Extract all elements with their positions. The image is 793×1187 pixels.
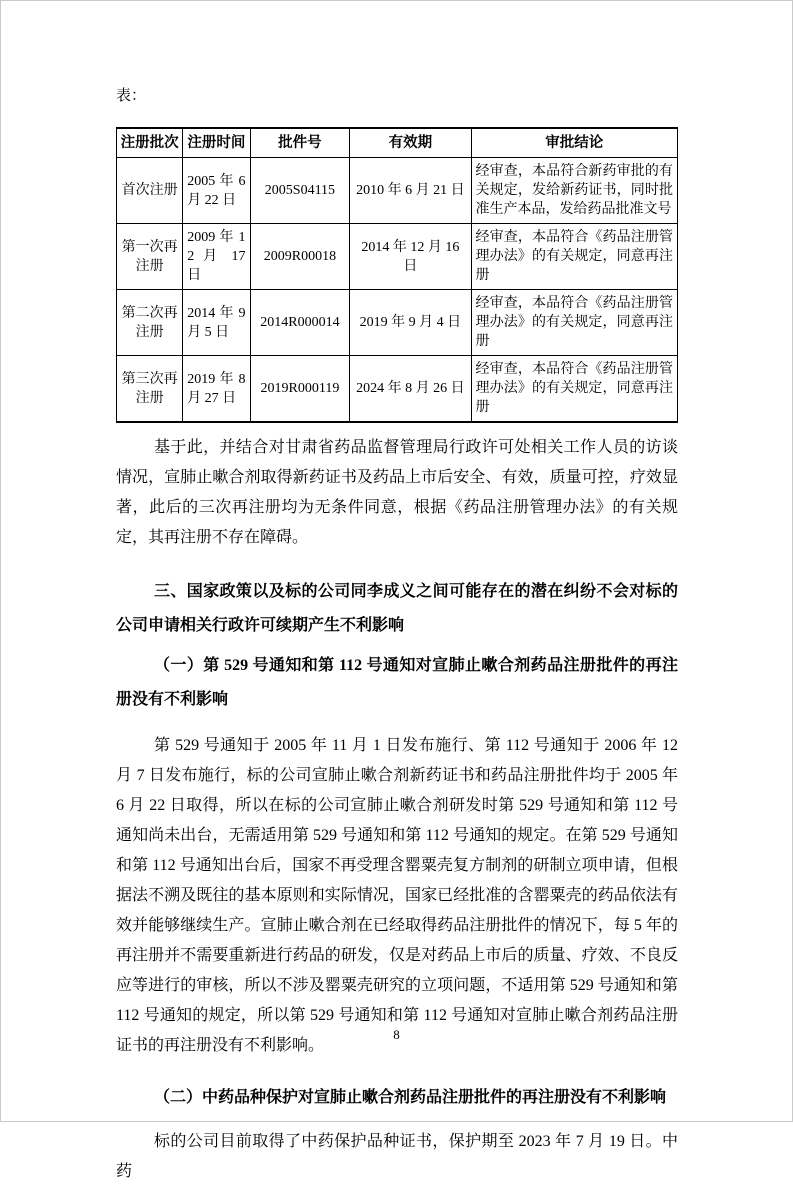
- col-header-registration-batch: 注册批次: [117, 128, 183, 158]
- cell-validity-period: 2010 年 6 月 21 日: [350, 158, 471, 224]
- cell-validity-period: 2019 年 9 月 4 日: [350, 290, 471, 356]
- heading-subsection-two: （二）中药品种保护对宣肺止嗽合剂药品注册批件的再注册没有不利影响: [154, 1089, 667, 1106]
- table-row: [117, 290, 678, 356]
- cell-registration-batch: 第一次再注册: [117, 224, 183, 290]
- table-row: [117, 224, 678, 290]
- cell-validity-period: 2024 年 8 月 26 日: [350, 356, 471, 423]
- cell-registration-batch: 首次注册: [117, 158, 183, 224]
- cell-approval-number: 2005S04115: [250, 158, 350, 224]
- cell-registration-date: 2014 年 9 月 5 日: [183, 290, 250, 356]
- cell-registration-date: 2009 年 12 月 17 日: [183, 224, 250, 290]
- page-number: 8: [393, 1027, 400, 1042]
- table-row: [117, 356, 678, 423]
- cell-approval-number: 2019R000119: [250, 356, 350, 423]
- cell-approval-conclusion: 经审查，本品符合《药品注册管理办法》的有关规定，同意再注册: [471, 290, 677, 356]
- paragraph-notices: 第 529 号通知于 2005 年 11 月 1 日发布施行、第 112 号通知于 2006 年 12 月 7 日发布施行，标的公司宣肺止嗽合剂新药证书和药品注册批件均于 2005 年 6 月 22 日取得，所以在标的公司宣肺止嗽合剂研发时第 529 号通知和第 112 号通知尚未出台，无需适用第 529 号通知和第 112 号通知的规定。在第 529 号通知和第 112 号通知出台后，国家不再受理含罂粟壳复方制剂的研制立项申请，但根据法不溯及既往的基本原则和实际情况，国家已经批准的含罂粟壳的药品依法有效并能够继续生产。宣肺止嗽合剂在已经取得药品注册批件的情况下，每 5 年的再注册并不需要重新进行药品的研发，仅是对药品上市后的质量、疗效、不良反应等进行的审核，所以不涉及罂粟壳研究的立项问题，不适用第 529 号通知和第 112 号通知的规定，所以第 529 号通知和第 112 号通知对宣肺止嗽合剂药品注册证书的再注册没有不利影响。: [116, 737, 678, 1054]
- registration-history-table: [116, 127, 678, 423]
- cell-approval-conclusion: 经审查，本品符合《药品注册管理办法》的有关规定，同意再注册: [471, 224, 677, 290]
- cell-registration-batch: 第三次再注册: [117, 356, 183, 423]
- cell-registration-date: 2019 年 8 月 27 日: [183, 356, 250, 423]
- col-header-approval-number: 批件号: [250, 128, 350, 158]
- col-header-approval-conclusion: 审批结论: [471, 128, 677, 158]
- cell-registration-date: 2005 年 6 月 22 日: [183, 158, 250, 224]
- paragraph-basis: 基于此，并结合对甘肃省药品监督管理局行政许可处相关工作人员的访谈情况，宣肺止嗽合剂取得新药证书及药品上市后安全、有效，质量可控，疗效显著，此后的三次再注册均为无条件同意，根据《药品注册管理办法》的有关规定，其再注册不存在障碍。: [116, 439, 678, 546]
- cell-approval-number: 2009R00018: [250, 224, 350, 290]
- cell-approval-conclusion: 经审查，本品符合《药品注册管理办法》的有关规定，同意再注册: [471, 356, 677, 423]
- col-header-validity-period: 有效期: [350, 128, 471, 158]
- paragraph-tcm-protection: 标的公司目前取得了中药保护品种证书，保护期至 2023 年 7 月 19 日。中药: [116, 1133, 678, 1180]
- table-header-row: [117, 128, 678, 158]
- cell-approval-number: 2014R000014: [250, 290, 350, 356]
- heading-subsection-one: （一）第 529 号通知和第 112 号通知对宣肺止嗽合剂药品注册批件的再注册没有不利影响: [116, 657, 678, 708]
- cell-approval-conclusion: 经审查，本品符合新药审批的有关规定，发给新药证书，同时批准生产本品，发给药品批准文号: [471, 158, 677, 224]
- heading-section-three: 三、国家政策以及标的公司同李成义之间可能存在的潜在纠纷不会对标的公司申请相关行政许可续期产生不利影响: [116, 583, 678, 634]
- cell-registration-batch: 第二次再注册: [117, 290, 183, 356]
- table-intro-label: 表：: [116, 88, 147, 104]
- col-header-registration-date: 注册时间: [183, 128, 250, 158]
- table-row: [117, 158, 678, 224]
- cell-validity-period: 2014 年 12 月 16 日: [350, 224, 471, 290]
